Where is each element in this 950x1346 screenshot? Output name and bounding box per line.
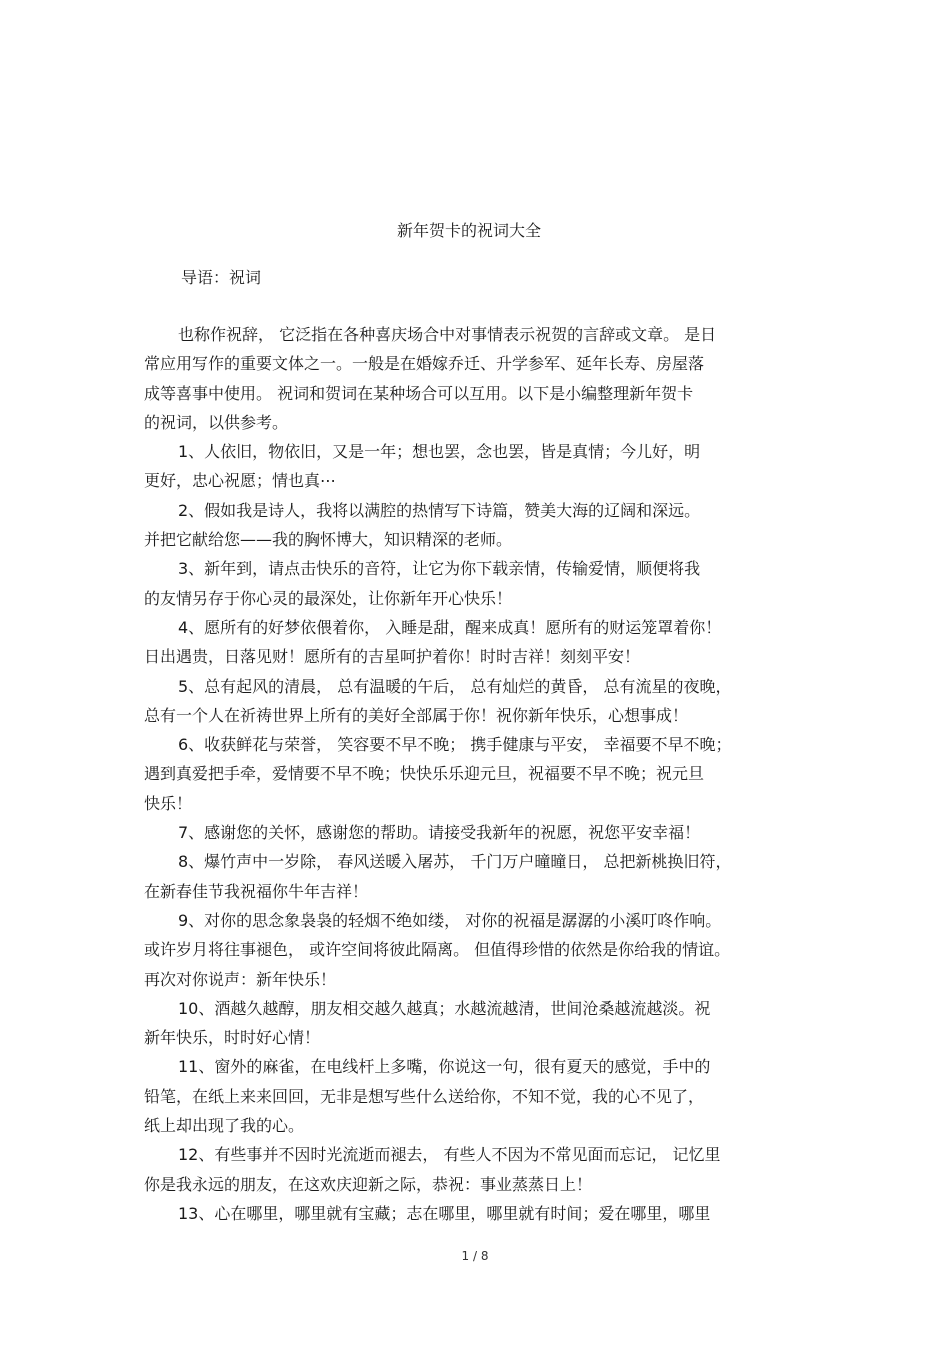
text-line xyxy=(144,584,804,613)
text-line xyxy=(144,496,804,525)
text-line xyxy=(144,408,804,437)
paragraph xyxy=(144,320,804,437)
line-text: 的祝词，以供参考。 xyxy=(144,412,289,432)
text-line xyxy=(144,1140,804,1169)
paragraph xyxy=(144,1199,804,1228)
text-line xyxy=(144,818,804,847)
text-line xyxy=(144,554,804,583)
line-text: 的友情另存于你心灵的最深处，让你新年开心快乐！ xyxy=(144,588,513,608)
text-line xyxy=(144,965,804,994)
text-line xyxy=(144,1111,804,1140)
line-text: 遇到真爱把手牵，爱情要不早不晚；快快乐乐迎元旦，祝福要不早不晚；祝元旦 xyxy=(144,764,705,784)
document-body xyxy=(144,320,804,1228)
paragraph xyxy=(144,730,804,818)
paragraph xyxy=(144,847,804,906)
line-text: 再次对你说声：新年快乐！ xyxy=(144,969,337,989)
document-title: 新年贺卡的祝词大全 xyxy=(396,221,541,240)
line-text: 1、人依旧，物依旧，又是一年；想也罢，念也罢，皆是真情；今儿好，明 xyxy=(178,442,701,462)
paragraph xyxy=(144,672,804,731)
line-text: 更好，忠心祝愿；情也真⋯ xyxy=(144,471,337,491)
text-line xyxy=(144,466,804,495)
text-line xyxy=(144,320,804,349)
line-text: 10、酒越久越醇，朋友相交越久越真；水越流越清，世间沧桑越流越淡。祝 xyxy=(178,998,711,1018)
text-line xyxy=(144,1170,804,1199)
line-text: 或许岁月将往事褪色， 或许空间将彼此隔离。 但值得珍惜的依然是你给我的情谊。 xyxy=(144,940,731,960)
text-line xyxy=(144,935,804,964)
line-text: 13、心在哪里，哪里就有宝藏；志在哪里，哪里就有时间；爱在哪里，哪里 xyxy=(178,1203,711,1223)
text-line xyxy=(144,672,804,701)
line-text: 5、总有起风的清晨， 总有温暖的午后， 总有灿烂的黄昏， 总有流星的夜晚， xyxy=(178,676,732,696)
line-text: 12、有些事并不因时光流逝而褪去， 有些人不因为不常见面而忘记， 记忆里 xyxy=(178,1145,721,1165)
line-text: 常应用写作的重要文体之一。一般是在婚嫁乔迁、升学参军、延年长寿、房屋落 xyxy=(144,354,705,374)
text-line xyxy=(144,759,804,788)
text-line xyxy=(144,379,804,408)
text-line xyxy=(144,730,804,759)
line-text: 铅笔，在纸上来来回回，无非是想写些什么送给你，不知不觉，我的心不见了， xyxy=(144,1086,705,1106)
text-line xyxy=(144,437,804,466)
line-text: 成等喜事中使用。 祝词和贺词在某种场合可以互用。以下是小编整理新年贺卡 xyxy=(144,383,694,403)
line-text: 8、爆竹声中一岁除， 春风送暖入屠苏， 千门万户曈曈日， 总把新桃换旧符， xyxy=(178,852,732,872)
paragraph xyxy=(144,1140,804,1199)
paragraph xyxy=(144,496,804,555)
page-number: 1 / 8 xyxy=(461,1249,489,1263)
paragraph xyxy=(144,437,804,496)
paragraph xyxy=(144,554,804,613)
text-line xyxy=(144,847,804,876)
text-line xyxy=(144,906,804,935)
paragraph xyxy=(144,818,804,847)
text-line xyxy=(144,642,804,671)
line-text: 7、感谢您的关怀，感谢您的帮助。请接受我新年的祝愿，祝您平安幸福！ xyxy=(178,823,701,843)
line-text: 你是我永远的朋友，在这欢庆迎新之际，恭祝：事业蒸蒸日上！ xyxy=(144,1174,593,1194)
line-text: 6、收获鲜花与荣誉， 笑容要不早不晚； 携手健康与平安， 幸福要不早不晚； xyxy=(178,735,732,755)
text-line xyxy=(144,1082,804,1111)
text-line xyxy=(144,789,804,818)
text-line xyxy=(144,1199,804,1228)
line-text: 11、窗外的麻雀，在电线杆上多嘴，你说这一句，很有夏天的感觉，手中的 xyxy=(178,1057,711,1077)
text-line xyxy=(144,1023,804,1052)
line-text: 日出遇贵，日落见财！愿所有的吉星呵护着你！时时吉祥！刻刻平安！ xyxy=(144,647,641,667)
paragraph xyxy=(144,906,804,994)
line-text: 3、新年到，请点击快乐的音符，让它为你下载亲情，传输爱情，顺便将我 xyxy=(178,559,701,579)
text-line xyxy=(144,613,804,642)
line-text: 快乐！ xyxy=(144,793,193,813)
line-text: 4、愿所有的好梦依偎着你， 入睡是甜，醒来成真！愿所有的财运笼罩着你！ xyxy=(178,617,722,637)
line-text: 并把它献给您——我的胸怀博大，知识精深的老师。 xyxy=(144,530,513,550)
text-line xyxy=(144,349,804,378)
intro-line: 导语：祝词 xyxy=(181,268,262,287)
text-line xyxy=(144,701,804,730)
paragraph xyxy=(144,994,804,1053)
paragraph xyxy=(144,613,804,672)
paragraph xyxy=(144,1052,804,1140)
line-text: 9、对你的思念象袅袅的轻烟不绝如缕， 对你的祝福是潺潺的小溪叮咚作响。 xyxy=(178,910,722,930)
line-text: 也称作祝辞， 它泛指在各种喜庆场合中对事情表示祝贺的言辞或文章。 是日 xyxy=(178,325,717,344)
line-text: 2、假如我是诗人，我将以满腔的热情写下诗篇，赞美大海的辽阔和深远。 xyxy=(178,500,701,520)
line-text: 纸上却出现了我的心。 xyxy=(144,1116,305,1136)
line-text: 总有一个人在祈祷世界上所有的美好全部属于你！祝你新年快乐，心想事成！ xyxy=(144,705,689,725)
text-line xyxy=(144,1052,804,1081)
line-text: 在新春佳节我祝福你牛年吉祥！ xyxy=(144,881,369,901)
text-line xyxy=(144,525,804,554)
text-line xyxy=(144,994,804,1023)
line-text: 新年快乐，时时好心情！ xyxy=(144,1028,321,1048)
text-line xyxy=(144,877,804,906)
